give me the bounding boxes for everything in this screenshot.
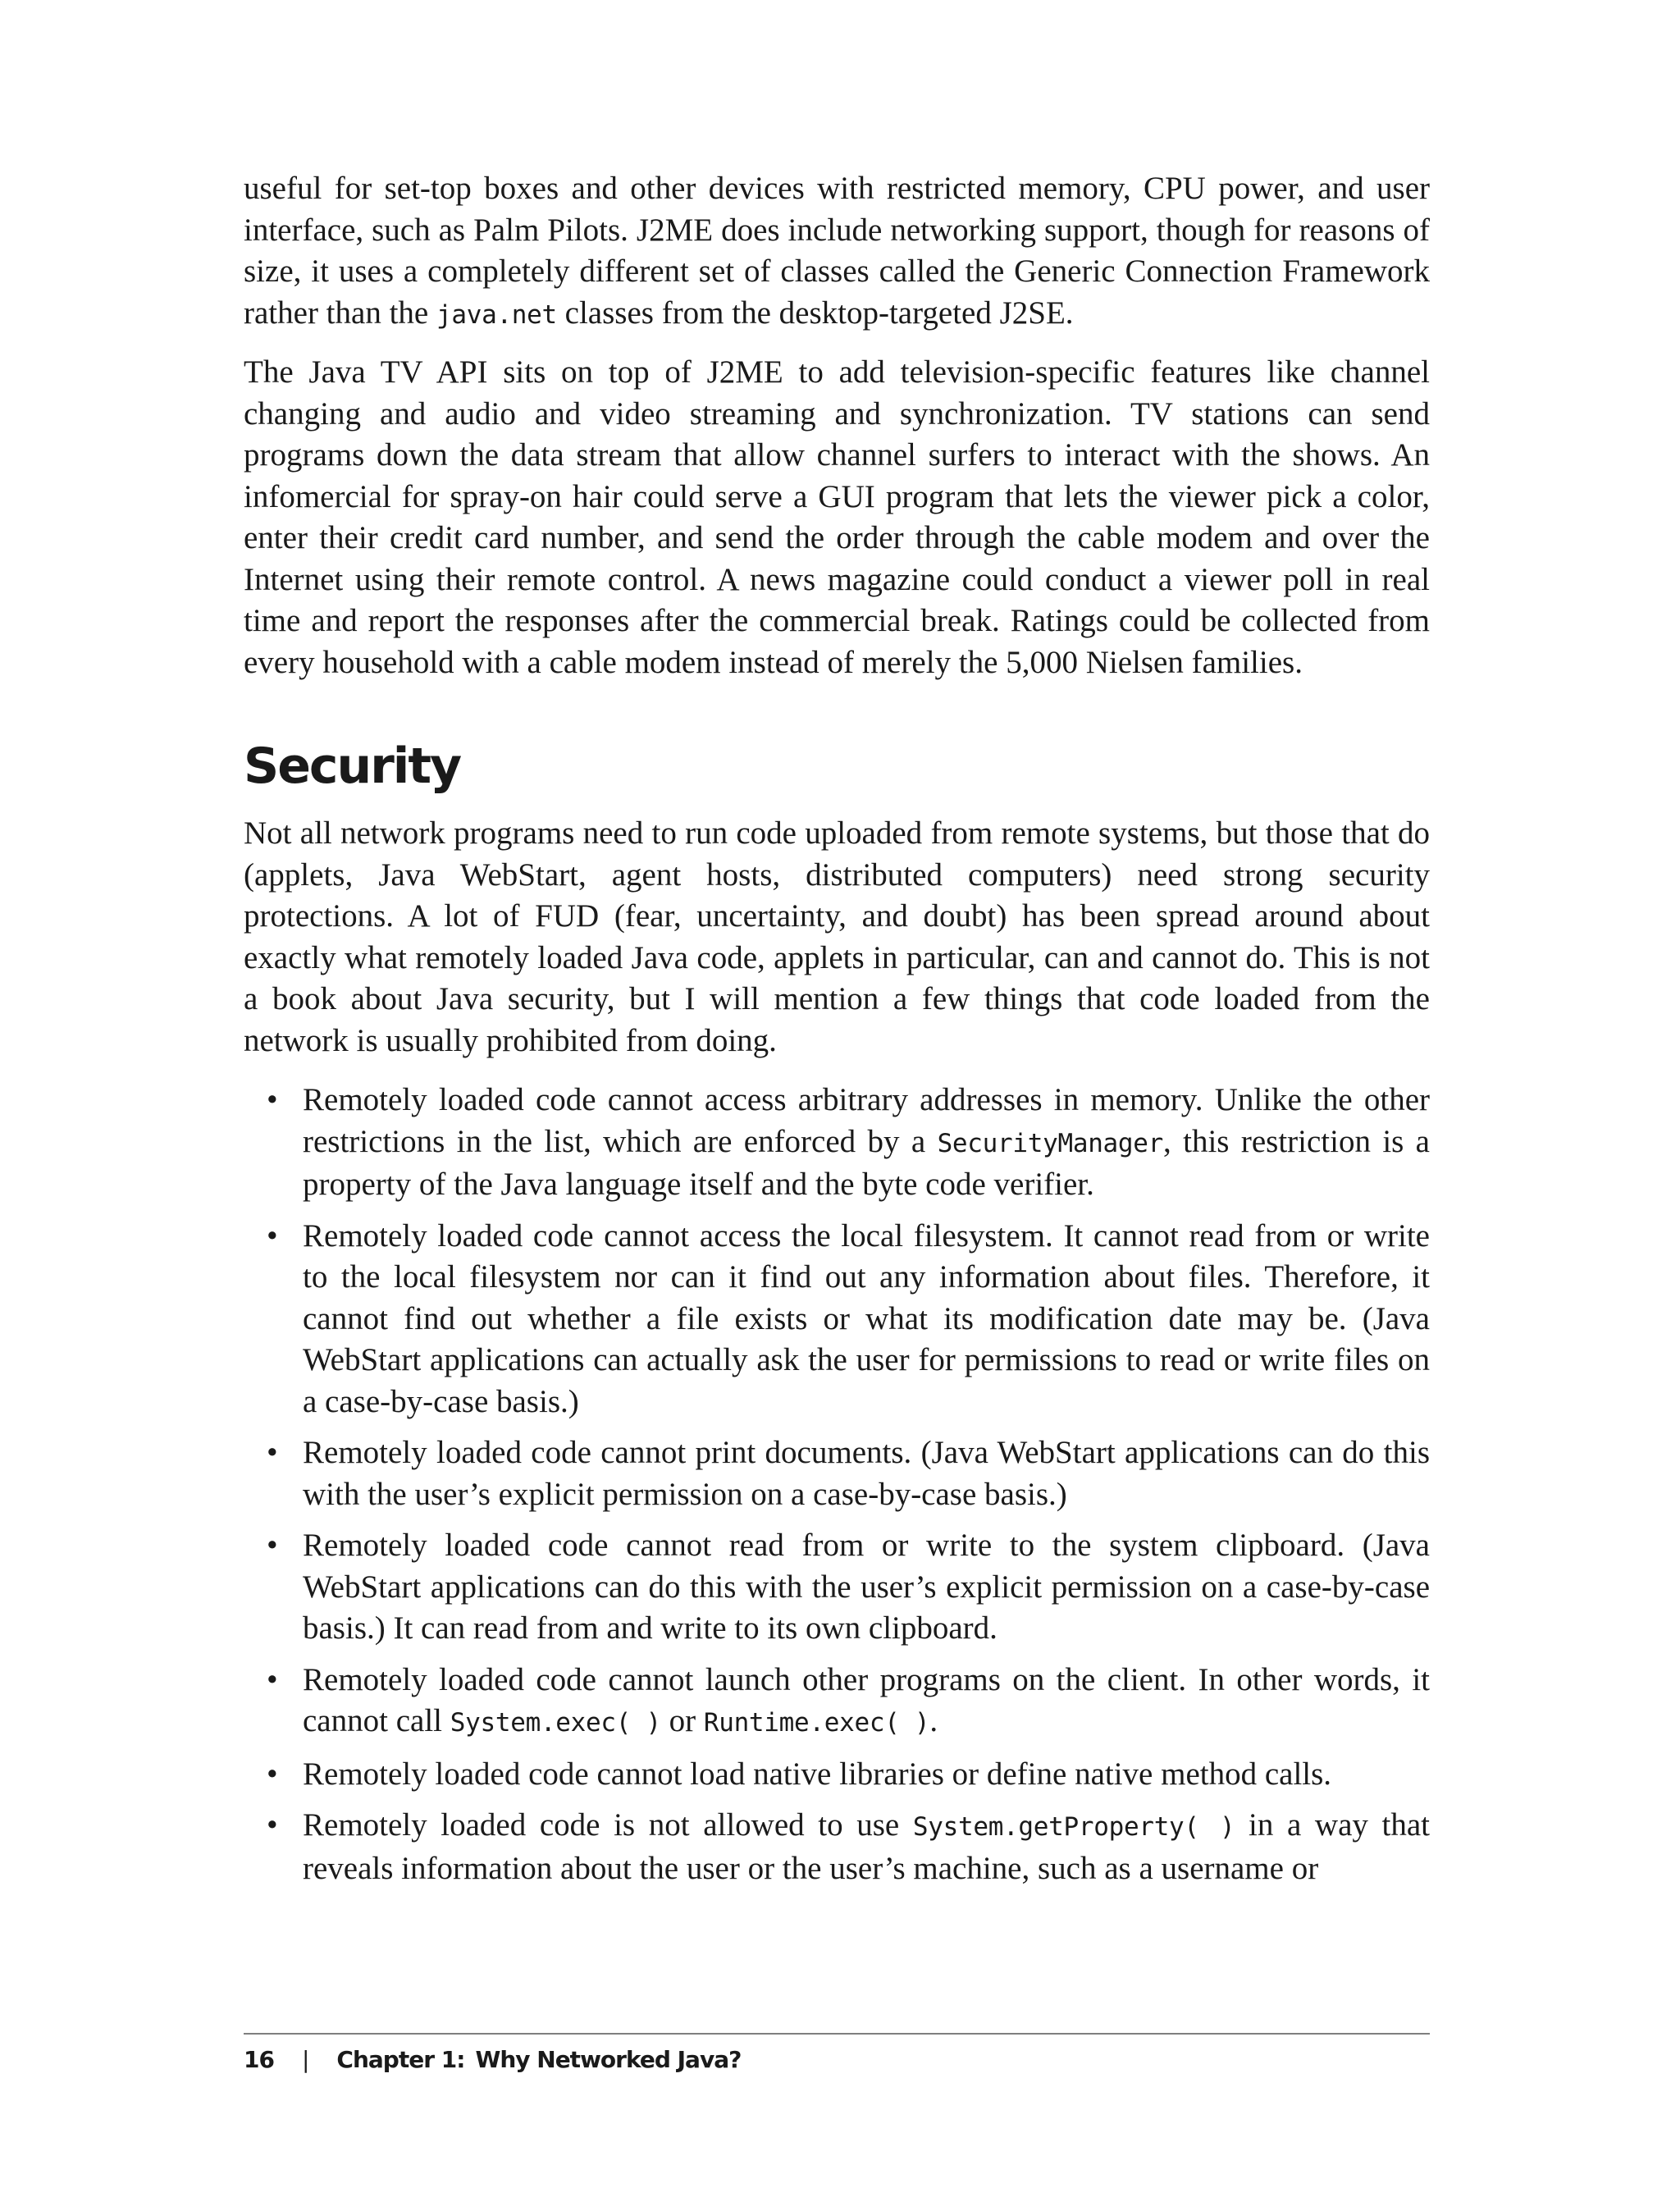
bullet-icon: • [267, 1528, 278, 1563]
list-item [244, 1080, 1430, 1206]
bullet-icon: • [267, 1217, 278, 1254]
chapter-title: Chapter 1: Why Networked Java? [336, 2046, 742, 2073]
list-item [244, 1805, 1430, 1889]
list-item [244, 1216, 1430, 1423]
list-item-text: Remotely loaded code is not allowed to use [303, 1807, 913, 1843]
bullet-icon: • [267, 1661, 278, 1697]
list-item-text: Remotely loaded code cannot load native libraries or define native method calls. [303, 1756, 1332, 1792]
list-item [244, 1660, 1430, 1744]
bullet-list [244, 1080, 1430, 1889]
list-item-text: Remotely loaded code cannot print documents. (Java WebStart applications can do this with the user’s explicit permission on a case-by-case basis.) [303, 1435, 1430, 1512]
list-item [244, 1525, 1430, 1650]
page-content [244, 168, 1430, 1899]
list-item-text: Remotely loaded code cannot access the local filesystem. It cannot read from or write to the local filesystem nor can it find out any information about files. Therefore, it cannot find out whether a file exists or what its modification date may be. (Java WebStart applications can actually ask the user for permissions to read or write files on a case-by-case basis.) [303, 1217, 1430, 1419]
list-item [244, 1754, 1430, 1796]
inline-code: java.net [436, 299, 557, 330]
list-item-text: in a way that reveals information about the user or the user’s machine, such as a username or [303, 1807, 1431, 1886]
page-footer [244, 2046, 741, 2073]
paragraph-text: useful for set-top boxes and other devices with restricted memory, CPU power, and user interface, such as Palm Pilots. J2ME does include networking support, though for reasons of size, it uses a completely different set of classes called the Generic Connection Framework rather than the [244, 171, 1430, 331]
bullet-icon: • [267, 1756, 278, 1792]
list-item-text: Remotely loaded code cannot launch other programs on the client. In other words, it cannot call [303, 1661, 1430, 1738]
intro-paragraph-1 [244, 168, 1430, 336]
section-heading: Security [244, 738, 461, 795]
inline-code: Runtime.exec( ) [703, 1708, 930, 1738]
bullet-icon: • [267, 1435, 278, 1470]
list-item-text: or [660, 1703, 704, 1738]
page-number: 16 [244, 2046, 274, 2073]
list-item-text: , this restriction is a property of the Java language itself and the byte code verifier. [303, 1123, 1430, 1202]
inline-code: System.getProperty( ) [912, 1812, 1235, 1842]
section-paragraph: Not all network programs need to run code uploaded from remote systems, but those that do (applets, Java WebStart, agent hosts, distributed computers) need strong security protections. A lot of FUD (fear, uncertainty, and doubt) has been spread around about exactly what remotely loaded Java code, applets in particular, can and cannot do. This is not a book about Java security, but I will mention a few things that code loaded from the network is usually prohibited from doing. [244, 815, 1430, 1058]
footer-separator: | [301, 2046, 309, 2073]
list-item-text: Remotely loaded code cannot read from or write to the system clipboard. (Java WebStart applications can do this with the user’s explicit permission on a case-by-case basis.) It can read from and write to its own clipboard. [303, 1528, 1430, 1646]
list-item-text: . [929, 1703, 938, 1738]
inline-code: SecurityManager [937, 1128, 1164, 1158]
list-item [244, 1432, 1430, 1515]
paragraph-text: classes from the desktop-targeted J2SE. [556, 295, 1074, 331]
inline-code: System.exec( ) [450, 1708, 661, 1738]
bullet-icon: • [267, 1807, 278, 1843]
footer-divider [244, 2033, 1430, 2035]
intro-paragraph-2: The Java TV API sits on top of J2ME to add television-specific features like channel changing and audio and video streaming and synchronization. TV stations can send programs down the data stream that allow channel surfers to interact with the shows. An infomercial for spray-on hair could serve a GUI program that lets the viewer pick a color, enter their credit card number, and send the order through the cable modem and over the Internet using their remote control. A news magazine could conduct a viewer poll in real time and report the responses after the commercial break. Ratings could be collected from every household with a cable modem instead of merely the 5,000 Nielsen families. [244, 354, 1430, 680]
bullet-icon: • [267, 1082, 278, 1117]
list-item-text: Remotely loaded code cannot access arbitrary addresses in memory. Unlike the other restrictions in the list, which are enforced by a [303, 1082, 1430, 1159]
